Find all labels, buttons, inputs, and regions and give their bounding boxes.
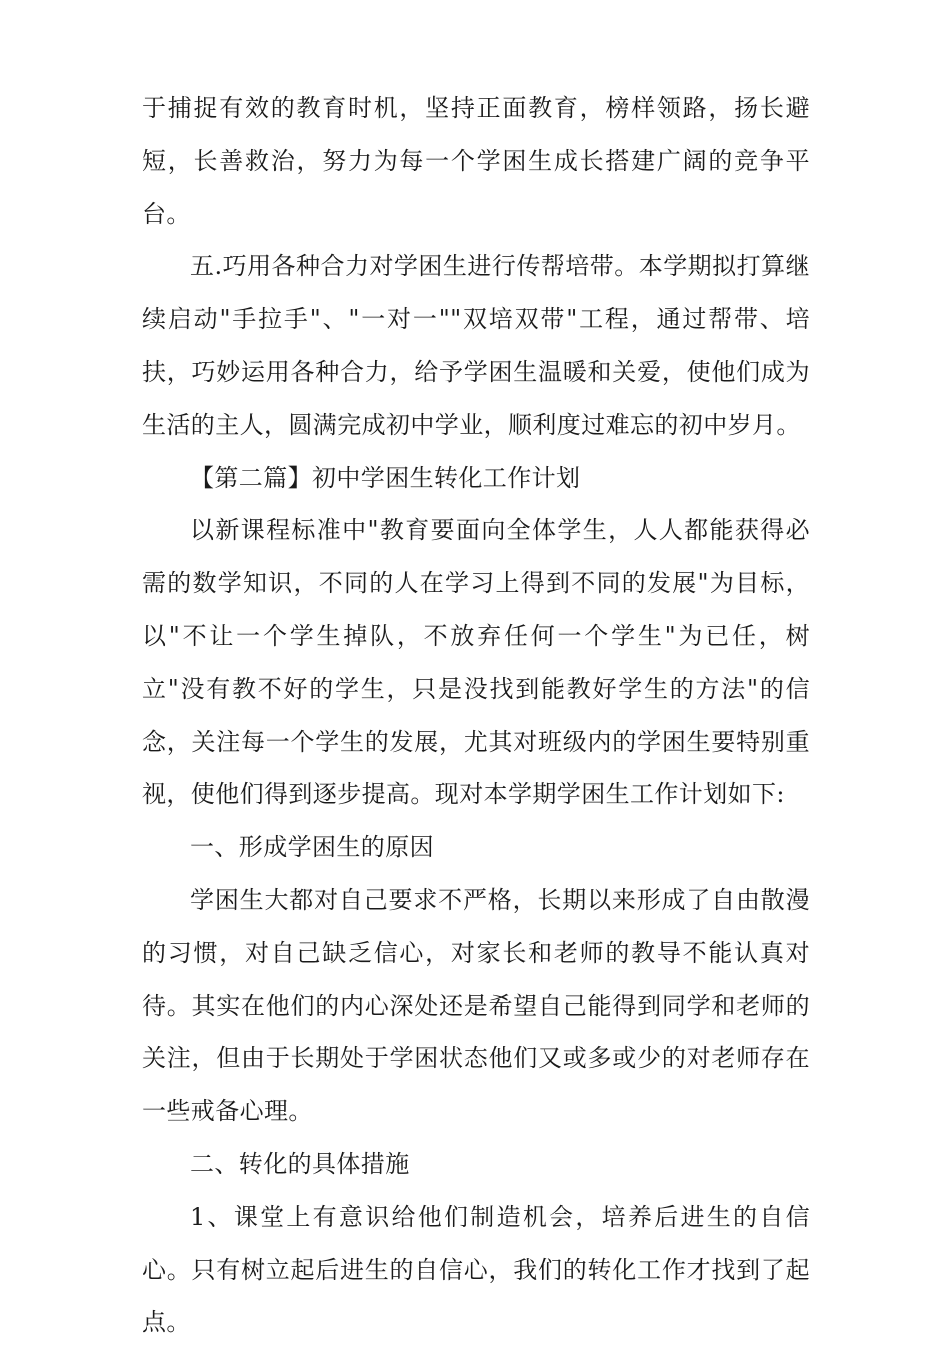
paragraph-item-five: 五.巧用各种合力对学困生进行传帮培带。本学期拟打算继续启动"手拉手"、"一对一""双培双带"工程，通过帮带、培扶，巧妙运用各种合力，给予学困生温暖和关爱，使他们成为生活的主人，圆满完成初中学业，顺利度过难忘的初中岁月。 — [142, 252, 810, 439]
document-body — [142, 82, 810, 1349]
paragraph-measure-one: 1、课堂上有意识给他们制造机会，培养后进生的自信心。只有树立起后进生的自信心，我们的转化工作才找到了起点。 — [142, 1202, 810, 1337]
subheading-causes: 一、形成学困生的原因 — [190, 833, 434, 862]
paragraph-continuation: 于捕捉有效的教育时机，坚持正面教育，榜样领路，扬长避短，长善救治，努力为每一个学困生成长搭建广阔的竞争平台。 — [142, 94, 810, 228]
paragraph-intro: 以新课程标准中"教育要面向全体学生，人人都能获得必需的数学知识，不同的人在学习上得到不同的发展"为目标，以"不让一个学生掉队，不放弃任何一个学生"为已任，树立"没有教不好的学生，只是没找到能教好学生的方法"的信念，关注每一个学生的发展，尤其对班级内的学困生要特别重视，使他们得到逐步提高。现对本学期学困生工作计划如下: — [142, 516, 810, 809]
subheading-measures: 二、转化的具体措施 — [190, 1149, 410, 1178]
paragraph-causes: 学困生大都对自己要求不严格，长期以来形成了自由散漫的习惯，对自己缺乏信心，对家长和老师的教导不能认真对待。其实在他们的内心深处还是希望自己能得到同学和老师的关注，但由于长期处于学困状态他们又或多或少的对老师存在一些戒备心理。 — [142, 885, 810, 1126]
section-heading-second-article: 【第二篇】初中学困生转化工作计划 — [190, 463, 581, 492]
